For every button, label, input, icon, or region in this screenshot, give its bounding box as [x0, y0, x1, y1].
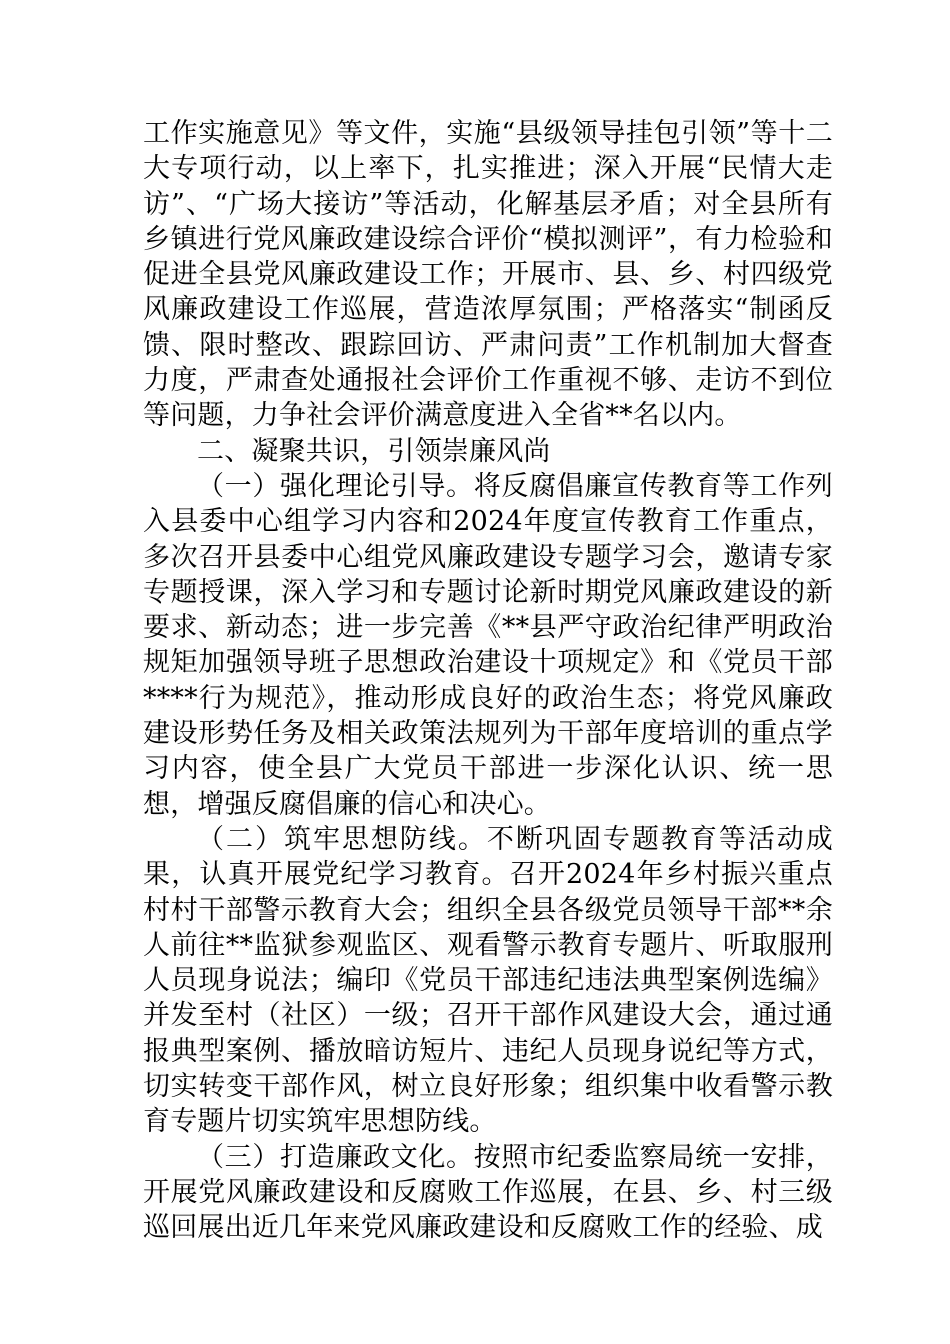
paragraph-ideological-defense: （二）筑牢思想防线。不断巩固专题教育等活动成果，认真开展党纪学习教育。召开2024年乡村振兴重点村村干部警示教育大会；组织全县各级党员领导干部**余人前往**监狱参观监区、观看警示教育专题片、听取服刑人员现身说法；编印《党员干部违纪违法典型案例选编》并发至村（社区）一级；召开干部作风建设大会，通过通报典型案例、播放暗访短片、违纪人员现身说纪等方式，切实转变干部作风，树立良好形象；组织集中收看警示教育专题片切实筑牢思想防线。 — [143, 823, 833, 1138]
document-page — [143, 116, 833, 1246]
paragraph-social-evaluation: 工作实施意见》等文件，实施“县级领导挂包引领”等十二大专项行动，以上率下，扎实推进；深入开展“民情大走访”、“广场大接访”等活动，化解基层矛盾；对全县所有乡镇进行党风廉政建设综合评价“模拟测评”，有力检验和促进全县党风廉政建设工作；开展市、县、乡、村四级党风廉政建设工作巡展，营造浓厚氛围；严格落实“制函反馈、限时整改、跟踪回访、严肃问责”工作机制加大督查力度，严肃查处通报社会评价工作重视不够、走访不到位等问题，力争社会评价满意度进入全省**名以内。 — [143, 118, 833, 432]
section-heading-consensus: 二、凝聚共识，引领崇廉风尚 — [197, 435, 551, 467]
paragraph-theory-guidance: （一）强化理论引导。将反腐倡廉宣传教育等工作列入县委中心组学习内容和2024年度宣传教育工作重点，多次召开县委中心组党风廉政建设专题学习会，邀请专家专题授课，深入学习和专题讨论新时期党风廉政建设的新要求、新动态；进一步完善《**县严守政治纪律严明政治规矩加强领导班子思想政治建设十项规定》和《党员干部****行为规范》，推动形成良好的政治生态；将党风廉政建设形势任务及相关政策法规列为干部年度培训的重点学习内容，使全县广大党员干部进一步深化认识、统一思想，增强反腐倡廉的信心和决心。 — [143, 470, 833, 820]
paragraph-integrity-culture: （三）打造廉政文化。按照市纪委监察局统一安排，开展党风廉政建设和反腐败工作巡展，在县、乡、村三级巡回展出近几年来党风廉政建设和反腐败工作的经验、成 — [143, 1141, 833, 1244]
